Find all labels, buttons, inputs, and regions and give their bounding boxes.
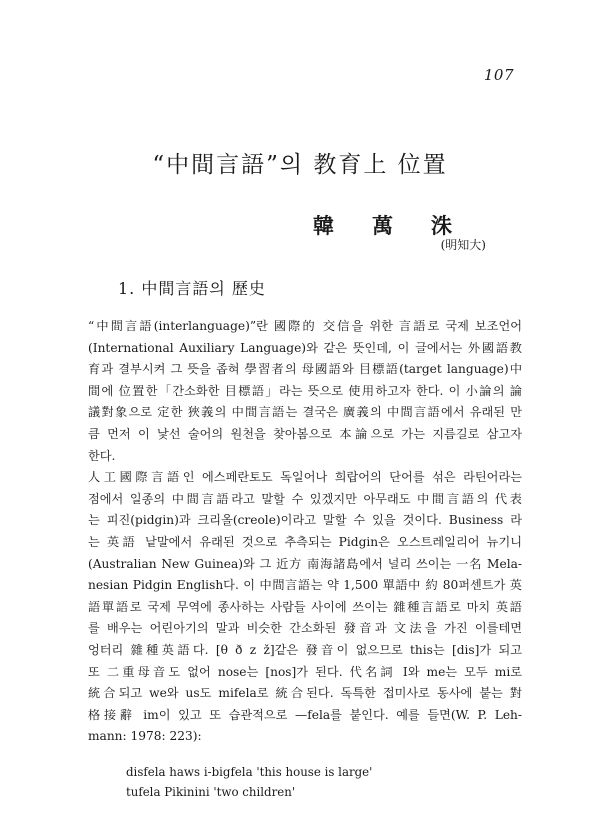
text-line: 는 피진(pidgin)과 크리올(creole)이라고 말할 수 있을 것이다. Business 라: [88, 513, 522, 528]
text-line: nesian Pidgin English다. 이 中間言語는 약 1,500 單語中 約 80퍼센트가 英: [88, 578, 522, 593]
example-list: [126, 762, 372, 802]
text-line: 育과 결부시켜 그 뜻을 좁혀 學習者의 母國語와 目標語(target language)中: [88, 362, 522, 377]
text-line: 格接辭 im이 있고 또 습관적으로 —fela를 붙인다. 예를 들면(W. P. Leh-: [88, 707, 522, 722]
text-line: 議對象으로 定한 狹義의 中間言語는 결국은 廣義의 中間言語에서 유래된 만: [88, 405, 522, 420]
body-text: [88, 316, 522, 748]
page-number: 107: [483, 66, 514, 84]
text-line: (Australian New Guinea)와 그 近方 南海諸島에서 널리 쓰이는 一名 Mela-: [88, 556, 522, 571]
text-line: 를 배우는 어린아기의 말과 비슷한 간소화된 發音과 文法을 가진 이를테면: [88, 621, 522, 636]
section-heading: 1. 中間言語의 歷史: [118, 279, 266, 298]
text-line: 語單語로 국제 무역에 종사하는 사람들 사이에 쓰이는 雜種言語로 마치 英語: [88, 599, 522, 614]
text-line: 엉터리 雜種英語다. [θ ð z ž]같은 發音이 없으므로 this는 [dis]가 되고: [88, 642, 522, 657]
text-line: “中間言語(interlanguage)”란 國際的 交信을 위한 言語로 국제 보조언어: [88, 319, 522, 333]
text-line: (International Auxiliary Language)와 같은 뜻인데, 이 글에서는 外國語教: [88, 340, 522, 355]
example-item: tufela Pikinini 'two children': [126, 785, 296, 799]
paragraph: [88, 467, 522, 748]
paper-title: “中間言語”의 教育上 位置: [152, 152, 448, 178]
text-line: 人工國際言語인 에스페란토도 독일어나 희랍어의 단어를 섞은 라틴어라는: [88, 470, 522, 485]
text-line: 큼 먼저 이 낯선 술어의 원천을 찾아봄으로 本論으로 가는 지름길로 삼고자: [88, 426, 522, 441]
paragraph: [88, 316, 522, 467]
text-line: 統合되고 we와 us도 mifela로 統合된다. 독특한 접미사로 동사에 붙는 對: [88, 686, 522, 701]
text-line: 한다.: [88, 448, 116, 463]
author-affiliation: (明知大): [440, 238, 486, 252]
text-line: 間에 位置한「간소화한 目標語」라는 뜻으로 使用하고자 한다. 이 小論의 論: [88, 383, 522, 398]
text-line: 또 二重母音도 없어 nose는 [nos]가 된다. 代名詞 I와 me는 모두 mi로: [88, 664, 522, 679]
example-item: disfela haws i-bigfela 'this house is large': [126, 765, 373, 779]
text-line: mann: 1978: 223):: [88, 729, 202, 744]
text-line: 점에서 일종의 中間言語라고 말할 수 있겠지만 아무래도 中間言語의 代表: [88, 491, 522, 506]
author-name: 韓萬洙: [313, 213, 490, 238]
text-line: 는 英語 낱말에서 유래된 것으로 추측되는 Pidgin은 오스트레일리어 뉴기니: [88, 534, 522, 549]
